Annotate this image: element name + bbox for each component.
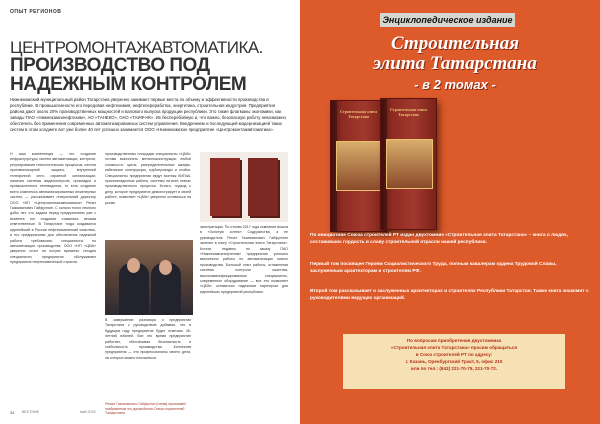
ad-paragraph-3: Второй том рассказывает о заслуженных архитекторах и строителях Республики Татарстан. Также книга знакомит с руководителями ведущих организаций. — [310, 289, 589, 301]
photo-caption: Ренат Газимзянович Гайфуллин (слева) принимает поздравления от руководства Союза строителей Татарстана — [105, 402, 187, 415]
contact-box — [343, 334, 565, 389]
contact-line-3: в Союз строителей РТ по адресу: — [415, 352, 493, 357]
ad-paragraph-2: Первый том посвящен Героям Социалистического Труда, полным кавалерам ордена Трудовой Славы, заслуженным архитекторам и строителям РФ. — [310, 262, 557, 274]
book-cover-image — [336, 141, 383, 191]
book-cover-title: Строительная элита Татарстана — [339, 109, 378, 119]
book-volume-2 — [380, 98, 437, 230]
portrait-photo — [105, 240, 193, 315]
book-volume-1 — [330, 100, 387, 232]
article-column-1: Н аша компетенция — это создание инфраструктуры систем автоматизации, контроля, регулирования технологических процессов, систем противопожарной защиты, внутренней телефонной сети, охранной сигнализации, наличия системы видеоконтроля, прокладка и промышленного телевидения, то есть создание всего комплекса автоматизированных инженерных систем, — рассказывает генеральный директор ООО «НП «Центромонтажавтоматика» Ренат Газимзянович Гайфуллин. С сильно точно немного добы лет, что задачи перед предприятием уже с момента его создания ставились весьма ответственные. В Татарстане тогда создавался крупнейший в России нефтехимический комплекс, и его предприятиям для обеспечения надежной работы требовались специалисты по автоматизации производства. ООО «НП «ЦМА» уверенно стоит на острие времени: сегодня специалисты предприятия обслуживают предприятия нефтехимической отрасли. — [10, 152, 96, 265]
contact-line-2: «Строительная элита Татарстана» просим обращаться — [390, 345, 518, 350]
article-column-3: эксплуатации. По итогам 2017 года компания вошла в «Золотую сотню» Содружества, а ее руководитель Ренат Газимзянович Гайфуллин занесен в книгу «Строительная элита Татарстана». Кстати, недавно по заказу ПАО «Нижнекамскнефтехим» предприятие успешно выполнило работы по автоматизации нового производства. Большой опыт работы, отлаженная система контроля качества, высококвалифицированные специалисты, современное оборудование — все это позволяет «ЦМА» оставаться надежным партнером для крупнейших предприятий республики. — [200, 225, 288, 294]
article-lead: Нижнекамский муниципальный район Татарстана уверенно занимает первые места по объему и эффективности производства в республике. В промышленности его передовая нефтехимия, нефтепереработка, энергетика, строительная индустрия. Предприятия района дают около 20% производственных мощностей и валового выпуска продукции республики. Это такие флагманы экономики, как заводы ПАО «Нижнекамскнефтехим», АО «ТАНЕКО», ОАО «ТАИФ-НК». Их бесперебойную и, что важно, безопасную работу невозможно обеспечить без применения современных автоматизированных систем управления. Внедрением и последующей модернизацией таких систем в этом холдинге вот уже более 40 лет успешно занимается ООО «Нижнекамское предприятие «Центромонтажавтоматика». — [10, 97, 286, 132]
journal-name: ВЕСТНИК — [22, 410, 39, 414]
ad-title-line2: элита Татарстана — [373, 53, 537, 74]
contact-phone: или по тел.: (843) 221-70-75, 221-70-72. — [410, 366, 498, 371]
book-cover-image — [386, 139, 433, 189]
contact-line-1: По вопросам приобретения двухтомника — [406, 338, 502, 343]
contact-address: г. Казань, Оренбургский Тракт, 5, офис 210 — [405, 359, 503, 364]
article-column-2b: В завершение разговора о предприятии Татарстана с руководством добавим, что в будущем году предприятие будет отмечать 45-летний юбилей. Все это время предприятие работает, обеспечивая безопасность и стабильность производства. Коллектив предприятия — это профессионалы своего дела, на которых можно положиться. — [105, 318, 191, 360]
article-title-line1: ЦЕНТРОМОНТАЖАВТОМАТИКА. — [10, 38, 263, 57]
ad-title — [310, 34, 600, 74]
ad-subtitle: - в 2 томах - — [414, 77, 496, 92]
book-volume-2-image — [248, 158, 278, 216]
book-cover-title: Строительная элита Татарстана — [389, 107, 428, 117]
article-title-line3: НАДЕЖНЫМ КОНТРОЛЕМ — [10, 74, 247, 95]
person-left-head — [127, 258, 140, 273]
article-title-line2: ПРОИЗВОДСТВО ПОД — [10, 55, 210, 76]
book-photo — [200, 152, 288, 222]
book-volume-1-image — [210, 158, 240, 216]
ad-paragraph-1: По инициативе Союза строителей РТ издан двухтомник «Строительная элита Татарстана» – книга о людях, составивших гордость и славу строительной отрасли нашей республики. — [310, 233, 569, 245]
page-number: 34 — [10, 410, 15, 415]
section-label: ОПЫТ РЕГИОНОВ — [10, 9, 62, 15]
ad-header: Энциклопедическое издание — [380, 13, 515, 27]
issue-date: май 2018 — [80, 410, 96, 414]
person-right-head — [159, 260, 172, 275]
ad-title-line1: Строительная — [390, 33, 520, 54]
article-column-2: производственных площадях специалисты «ЦМА» готовы выполнять металлоконструкции любой сложности: щиты, распределительные шкафы, кабельные конструкции, трубопроводы и стойки. Специалисты предприятия ведут монтаж КИПиА, пусконаладочные работы, системы на всех этапах производственного процесса. Кстати, подход к делу, которое предприятие демонстрирует в своей работе, позволяет «ЦМА» уверенно оставаться на рынке. — [105, 152, 191, 205]
